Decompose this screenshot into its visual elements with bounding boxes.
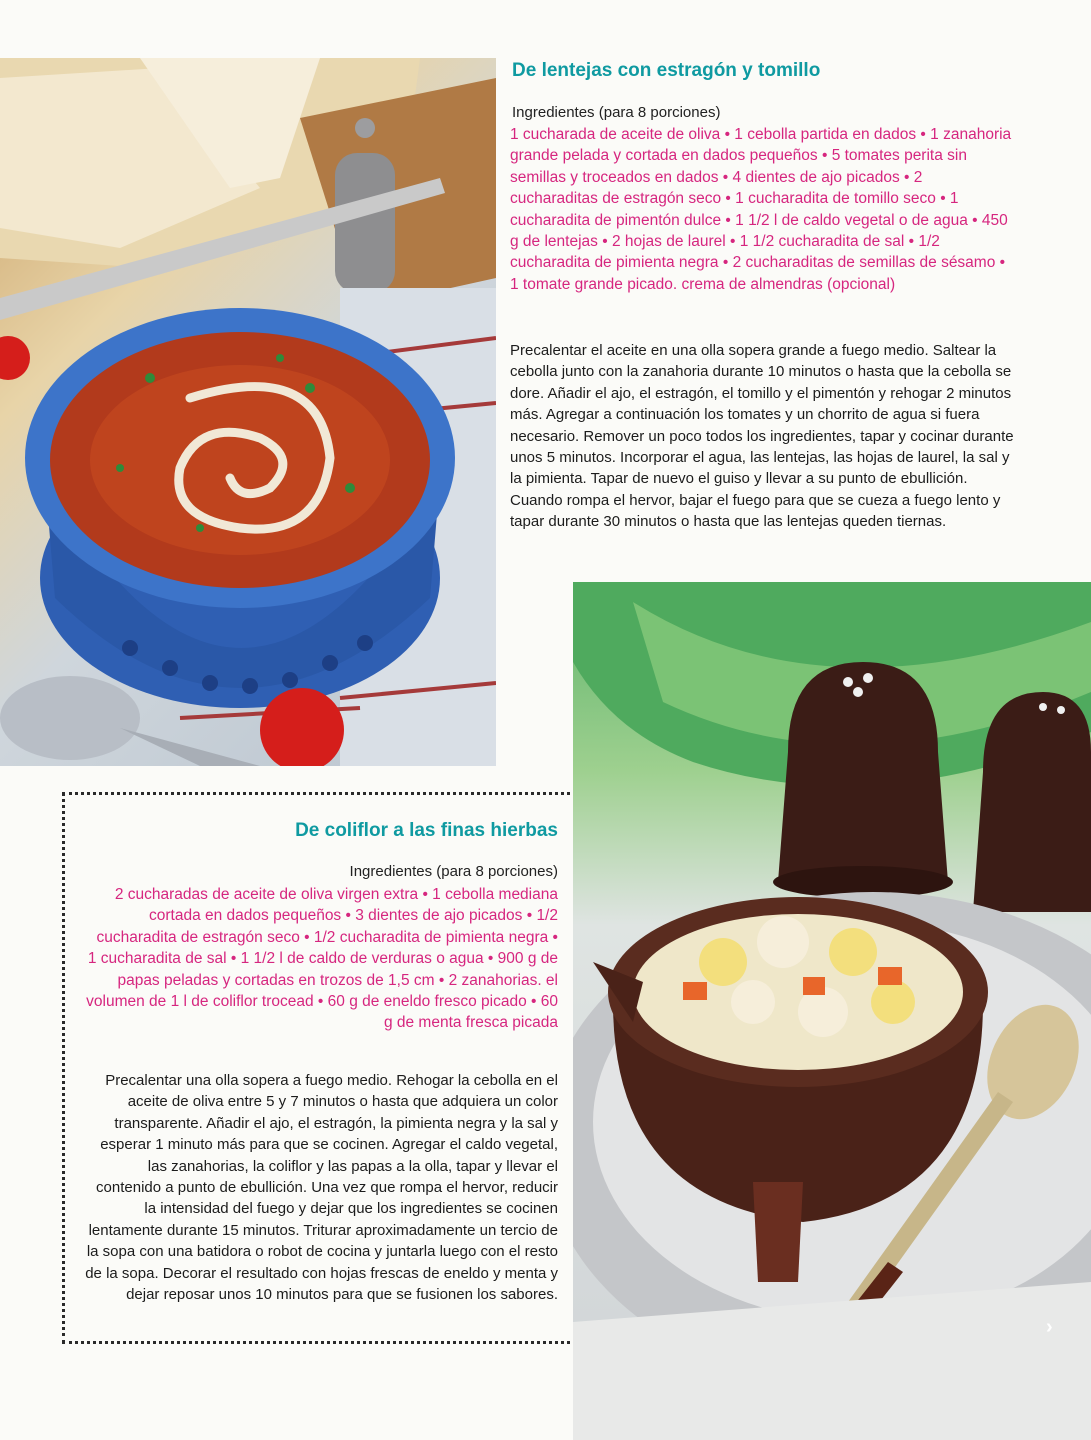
lentil-soup-illustration <box>0 58 496 766</box>
recipe1-method: Precalentar el aceite en una olla sopera grande a fuego medio. Saltear la cebolla junto con la zanahoria durante 10 minutos o hasta que la cebolla se dore. Añadir el ajo, el estragón, el tomillo y el pimentón y rehogar 2 minutos más. Agregar a continuación los tomates y un chorrito de agua si fuera necesario. Remover un poco todos los ingredientes, tapar y cocinar durante unos 5 minutos. Incorporar el agua, las lentejas, las hojas de laurel, la sal y la pimienta. Tapar de nuevo el guiso y llevar a su punto de ebullición. Cuando rompa el hervor, bajar el fuego para que se cueza a fuego lento y tapar durante 30 minutos o hasta que las lentejas queden tiernas. <box>510 342 1014 531</box>
recipe1-title: De lentejas con estragón y tomillo <box>512 60 821 81</box>
cauliflower-soup-photo <box>573 582 1091 1440</box>
recipe2-method: Precalentar una olla sopera a fuego medio. Rehogar la cebolla en el aceite de oliva entre 5 y 7 minutos o hasta que adquiera un color transparente. Añadir el ajo, el estragón, la pimienta negra y la sal y esperar 1 minuto más para que se cocinen. Agregar el caldo vegetal, las zanahorias, la coliflor y las papas a la olla, tapar y llevar el contenido a punto de ebullición. Una vez que rompa el hervor, reducir la intensidad del fuego y dejar que los ingredientes se cocinen lentamente durante 15 minutos. Triturar aproximadamente un tercio de la sopa con una batidora o robot de cocina y juntarla luego con el resto de la sopa. Decorar el resultado con hojas frescas de eneldo y menta y dejar reposar unos 10 minutos para que se fusionen los sabores. <box>85 1072 558 1304</box>
lentil-soup-photo <box>0 58 496 766</box>
recipe2-title: De coliflor a las finas hierbas <box>295 820 558 841</box>
cauliflower-soup-illustration <box>573 582 1091 1440</box>
recipe2-ingredients: 2 cucharadas de aceite de oliva virgen extra • 1 cebolla mediana cortada en dados pequeños • 3 dientes de ajo picados • 1/2 cucharadita de estragón seco • 1/2 cucharadita de pimienta negra • 1 cucharadita de sal • 1 1/2 l de caldo de verduras o agua • 900 g de papas peladas y cortadas en trozos de 1,5 cm • 2 zanahorias. el volumen de 1 l de coliflor trocead • 60 g de eneldo fresco picado • 60 g de menta fresca picada <box>86 886 558 1032</box>
recipe1-ingredients-heading: Ingredientes (para 8 porciones) <box>512 104 721 121</box>
recipe2-ingredients-heading: Ingredientes (para 8 porciones) <box>349 863 558 880</box>
recipe1-ingredients: 1 cucharada de aceite de oliva • 1 cebolla partida en dados • 1 zanahoria grande pelada y cortada en dados pequeños • 5 tomates perita sin semillas y troceados en dados • 4 dientes de ajo picados • 2 cucharaditas de estragón seco • 1 cucharadita de tomillo seco • 1 cucharadita de pimentón dulce • 1 1/2 l de caldo vegetal o de agua • 450 g de lentejas • 2 hojas de laurel • 1 1/2 cucharadita de sal • 1/2 cucharadita de pimienta negra • 2 cucharaditas de semillas de sésamo • 1 tomate grande picado. crema de almendras (opcional) <box>510 126 1012 293</box>
next-page-arrow-icon[interactable]: › <box>1046 1316 1053 1338</box>
